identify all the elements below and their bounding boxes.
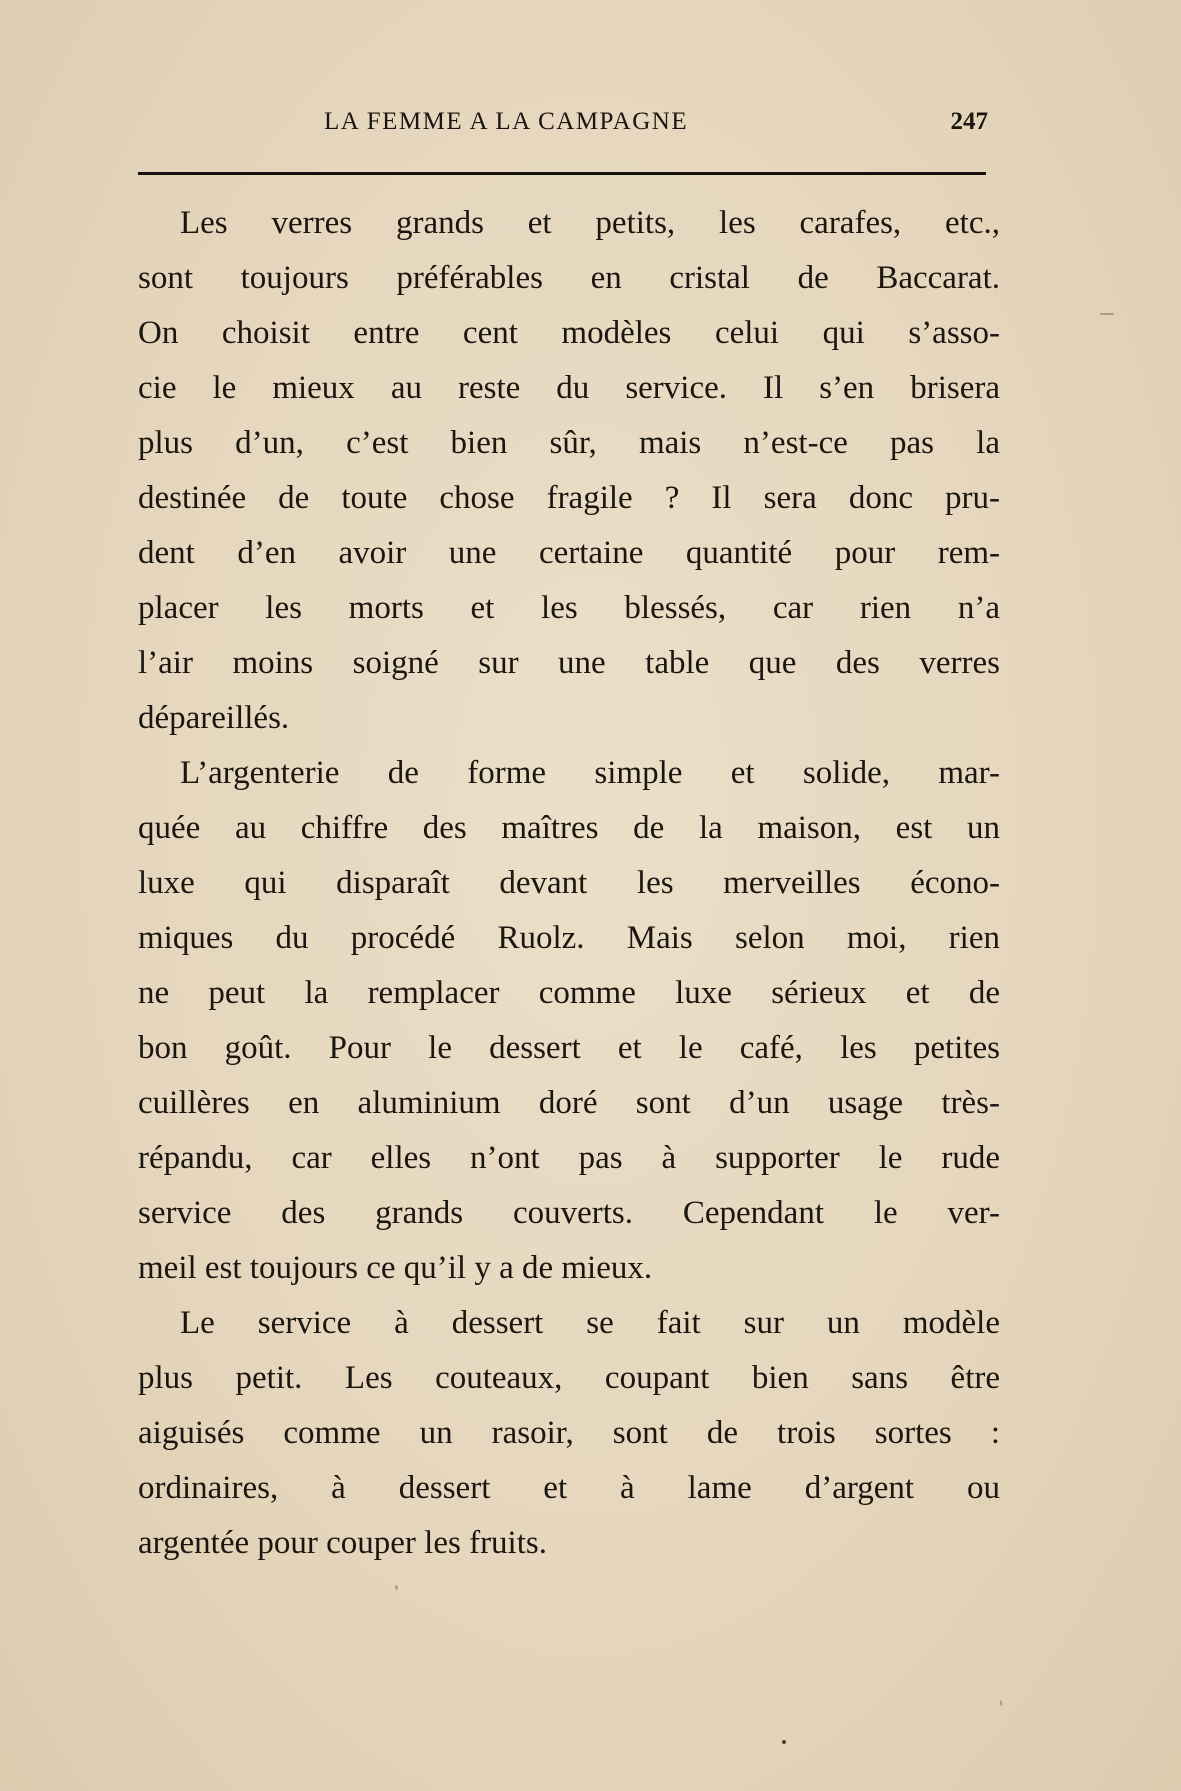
header-rule	[138, 172, 986, 175]
text-line: répandu, car elles n’ont pas à supporter le rude	[138, 1140, 1000, 1176]
text-line: L’argenterie de forme simple et solide, mar-	[180, 755, 1000, 791]
text-line: dépareillés.	[138, 700, 290, 736]
text-line: cie le mieux au reste du service. Il s’en brisera	[138, 370, 1000, 406]
text-line: service des grands couverts. Cependant le ver-	[138, 1195, 1000, 1231]
text-line: Les verres grands et petits, les carafes, etc.,	[180, 205, 1000, 241]
text-line: ne peut la remplacer comme luxe sérieux et de	[138, 975, 1000, 1011]
running-title: LA FEMME A LA CAMPAGNE	[324, 108, 689, 135]
text-line: plus petit. Les couteaux, coupant bien sans être	[138, 1360, 1000, 1396]
text-line: cuillères en aluminium doré sont d’un usage très-	[138, 1085, 1000, 1121]
text-line: aiguisés comme un rasoir, sont de trois sortes :	[138, 1415, 1000, 1451]
text-line: ordinaires, à dessert et à lame d’argent ou	[138, 1470, 1000, 1506]
text-line: quée au chiffre des maîtres de la maison, est un	[138, 810, 1000, 846]
page-number: 247	[950, 108, 988, 135]
paper-speck	[1000, 1700, 1002, 1706]
paragraph-1	[138, 196, 1000, 746]
paragraph-2	[138, 746, 1000, 1296]
text-line: destinée de toute chose fragile ? Il sera donc pru-	[138, 480, 1000, 516]
text-line: bon goût. Pour le dessert et le café, les petites	[138, 1030, 1000, 1066]
text-line: placer les morts et les blessés, car rien n’a	[138, 590, 1000, 626]
text-line: plus d’un, c’est bien sûr, mais n’est-ce pas la	[138, 425, 1000, 461]
running-header	[138, 108, 990, 148]
body-text	[138, 196, 1000, 1571]
text-line: sont toujours préférables en cristal de Baccarat.	[138, 260, 1000, 296]
paper-speck	[782, 1740, 786, 1744]
text-line: luxe qui disparaît devant les merveilles écono-	[138, 865, 1000, 901]
text-line: argentée pour couper les fruits.	[138, 1525, 547, 1561]
text-line: Le service à dessert se fait sur un modèle	[180, 1305, 1000, 1341]
paper-speck	[395, 1585, 398, 1590]
paragraph-3	[138, 1296, 1000, 1571]
text-line: dent d’en avoir une certaine quantité pour rem-	[138, 535, 1000, 571]
text-line: l’air moins soigné sur une table que des verres	[138, 645, 1000, 681]
text-line: On choisit entre cent modèles celui qui s’asso-	[138, 315, 1000, 351]
paper-speck	[1100, 313, 1114, 315]
text-line: miques du procédé Ruolz. Mais selon moi, rien	[138, 920, 1000, 956]
text-line: meil est toujours ce qu’il y a de mieux.	[138, 1250, 653, 1286]
